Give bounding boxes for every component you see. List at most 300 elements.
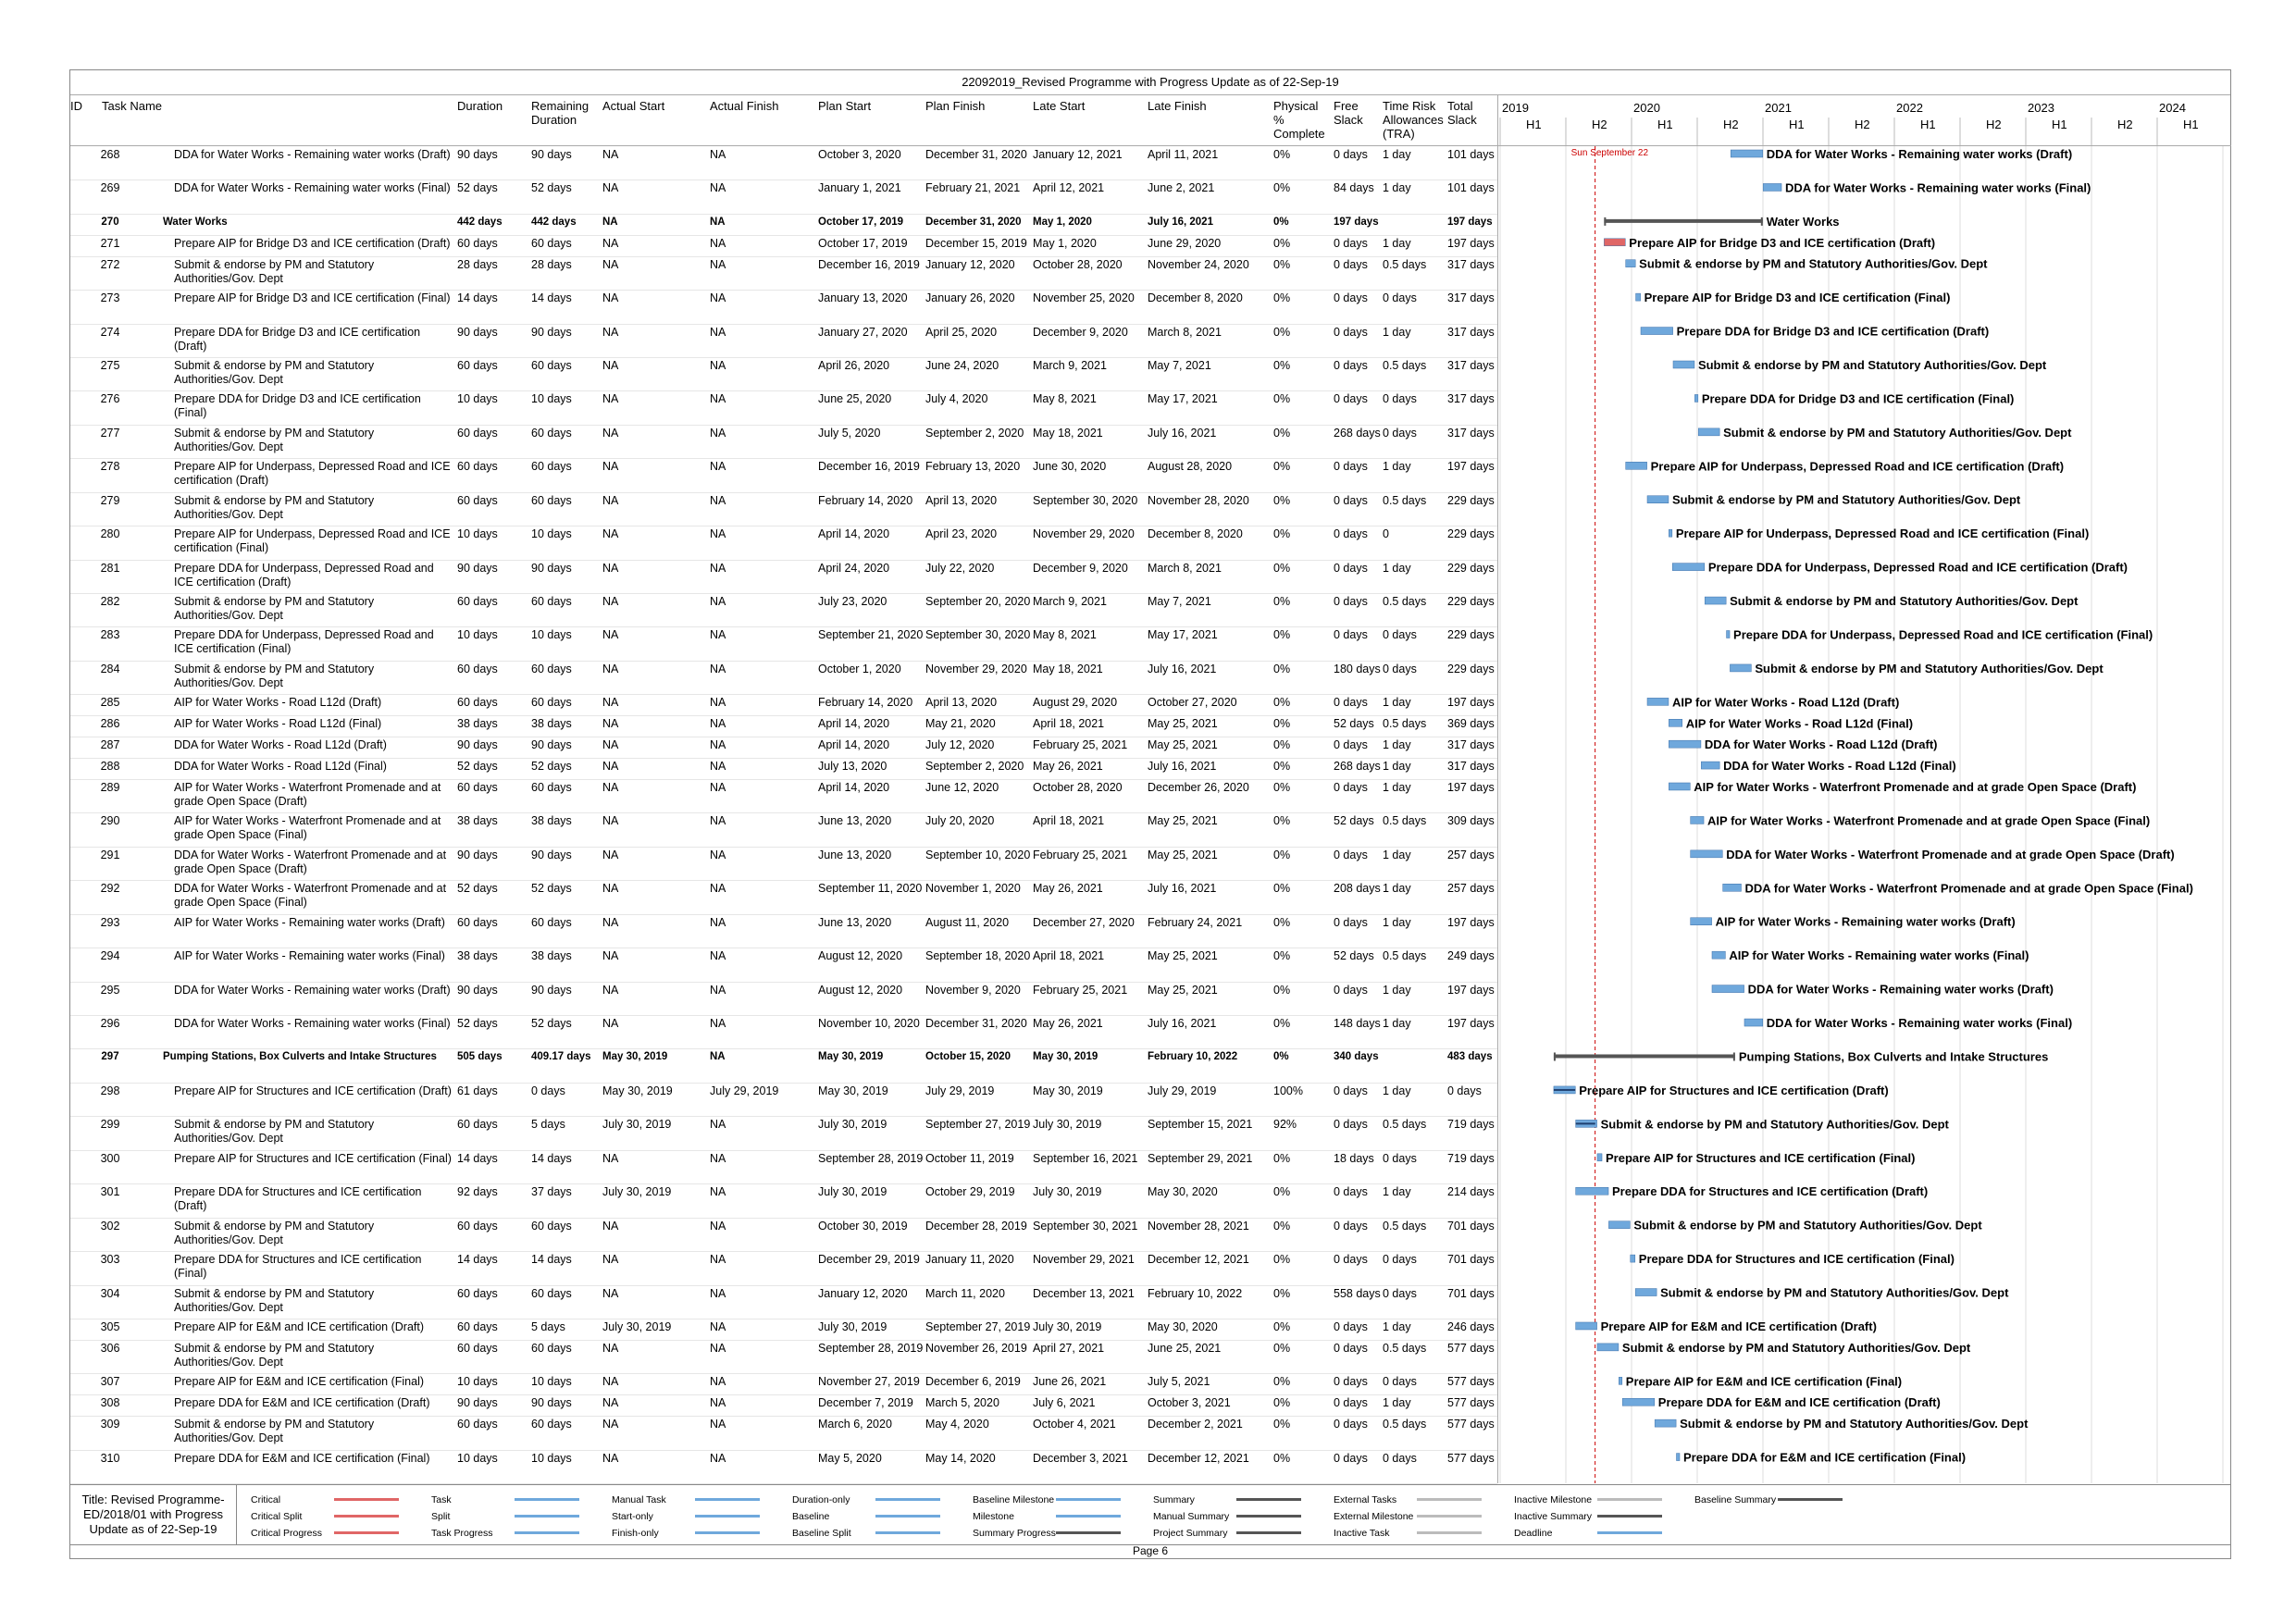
task-bar[interactable] [1626, 260, 1635, 267]
cell-complete: 0% [1273, 1319, 1291, 1333]
cell-free-slack: 0 days [1334, 1341, 1368, 1355]
cell-actual-start: NA [602, 848, 619, 861]
col-task-name-header[interactable]: Task Name [102, 99, 163, 113]
table-row[interactable] [70, 146, 1497, 180]
table-row[interactable] [70, 1251, 1497, 1285]
cell-plan-finish: July 12, 2020 [925, 738, 995, 752]
cell-late-start: September 30, 2020 [1033, 493, 1138, 507]
task-bar[interactable] [1691, 918, 1712, 925]
task-bar[interactable] [1672, 564, 1705, 571]
cell-task-name: DDA for Water Works - Waterfront Promenade and at grade Open Space (Final) [174, 882, 447, 910]
cell-plan-start: December 16, 2019 [818, 460, 920, 474]
cell-actual-finish: NA [710, 915, 726, 929]
cell-free-slack: 180 days [1334, 662, 1381, 675]
task-bar-label: AIP for Water Works - Road L12d (Draft) [1671, 695, 1900, 710]
cell-complete: 0% [1273, 216, 1289, 228]
cell-tra: 1 day [1383, 1017, 1411, 1031]
col-free-slack-header[interactable]: Free Slack [1334, 99, 1363, 127]
cell-tra: 0 days [1383, 1451, 1417, 1465]
task-bar[interactable] [1673, 361, 1694, 368]
cell-late-start: October 28, 2020 [1033, 780, 1123, 794]
task-bar[interactable] [1669, 719, 1682, 726]
cell-remaining: 60 days [531, 493, 572, 507]
cell-tra: 0 days [1383, 291, 1417, 305]
table-row[interactable] [70, 324, 1497, 358]
cell-total-slack: 317 days [1447, 738, 1495, 752]
table-row[interactable] [70, 235, 1497, 257]
gantt-bars [1498, 146, 2231, 1483]
legend-item: External Milestone [1334, 1511, 1414, 1522]
year-label: 2022 [1896, 101, 1923, 115]
cell-plan-finish: April 23, 2020 [925, 527, 998, 541]
task-bar[interactable] [1744, 1019, 1763, 1026]
task-bar[interactable] [1730, 664, 1751, 672]
cell-tra: 1 day [1383, 1084, 1411, 1097]
cell-duration: 60 days [457, 1341, 498, 1355]
cell-late-finish: June 25, 2021 [1148, 1341, 1222, 1355]
col-actual-finish-header[interactable]: Actual Finish [710, 99, 779, 113]
cell-late-finish: May 25, 2021 [1148, 814, 1218, 828]
cell-plan-start: September 21, 2020 [818, 628, 924, 642]
table-row[interactable] [70, 425, 1497, 459]
cell-actual-finish: NA [710, 1185, 726, 1199]
year-label: 2019 [1502, 101, 1529, 115]
table-row[interactable] [70, 847, 1497, 881]
task-bar-label: DDA for Water Works - Remaining water works (Final) [1785, 180, 2091, 195]
year-label: 2023 [2028, 101, 2054, 115]
legend-swatch [695, 1531, 760, 1534]
legend-item: Summary Progress [973, 1528, 1056, 1539]
task-bar[interactable] [1647, 496, 1669, 503]
cell-free-slack: 0 days [1334, 915, 1368, 929]
cell-actual-start: NA [602, 561, 619, 575]
table-row[interactable] [70, 661, 1497, 695]
task-bar[interactable] [1698, 428, 1719, 436]
cell-late-start: November 29, 2020 [1033, 527, 1135, 541]
cell-task-name: Submit & endorse by PM and Statutory Authorities/Gov. Dept [174, 1418, 375, 1445]
task-bar[interactable] [1727, 630, 1730, 638]
table-row[interactable] [70, 214, 1497, 236]
task-bar[interactable] [1576, 1322, 1597, 1330]
table-row[interactable] [70, 1340, 1497, 1374]
cell-actual-start: NA [602, 1286, 619, 1300]
cell-remaining: 60 days [531, 780, 572, 794]
legend-item: Baseline Split [792, 1528, 851, 1539]
cell-actual-start: May 30, 2019 [602, 1051, 668, 1063]
task-bar[interactable] [1619, 1377, 1621, 1384]
cell-duration: 90 days [457, 848, 498, 861]
cell-late-start: September 16, 2021 [1033, 1151, 1138, 1165]
cell-remaining: 90 days [531, 983, 572, 997]
cell-tra: 1 day [1383, 148, 1411, 161]
col-remaining-header[interactable]: Remaining Duration [531, 99, 590, 127]
table-row[interactable] [70, 1183, 1497, 1218]
table-row[interactable] [70, 458, 1497, 492]
half-label: H2 [1855, 118, 1870, 131]
table-row[interactable] [70, 1285, 1497, 1319]
cell-plan-start: February 14, 2020 [818, 696, 913, 710]
table-row[interactable] [70, 256, 1497, 291]
cell-actual-start: NA [602, 493, 619, 507]
cell-tra: 0 days [1383, 392, 1417, 406]
cell-actual-finish: NA [710, 983, 726, 997]
legend-swatch [695, 1515, 760, 1518]
year-label: 2020 [1633, 101, 1660, 115]
cell-late-start: May 8, 2021 [1033, 628, 1097, 642]
table-row[interactable] [70, 180, 1497, 214]
cell-tra: 0 days [1383, 1253, 1417, 1267]
cell-duration: 60 days [457, 1418, 498, 1431]
table-row[interactable] [70, 593, 1497, 627]
cell-complete: 0% [1273, 493, 1291, 507]
task-bar[interactable] [1723, 884, 1742, 891]
task-bar[interactable] [1669, 529, 1671, 537]
table-row[interactable] [70, 1218, 1497, 1252]
cell-plan-start: July 5, 2020 [818, 426, 881, 440]
cell-tra: 1 day [1383, 181, 1411, 195]
cell-tra: 0 days [1383, 662, 1417, 675]
cell-task-name: Water Works [163, 216, 228, 228]
timescale [1498, 95, 2231, 145]
cell-late-finish: July 5, 2021 [1148, 1375, 1210, 1389]
col-complete-header[interactable]: Physical % Complete [1273, 99, 1325, 141]
legend-swatch [334, 1531, 399, 1534]
cell-actual-finish: NA [710, 760, 726, 774]
table-row[interactable] [70, 880, 1497, 914]
cell-plan-finish: October 15, 2020 [925, 1051, 1011, 1063]
cell-late-start: April 18, 2021 [1033, 717, 1105, 731]
col-plan-finish-header[interactable]: Plan Finish [925, 99, 986, 113]
cell-duration: 38 days [457, 949, 498, 963]
cell-duration: 10 days [457, 628, 498, 642]
table-row[interactable] [70, 812, 1497, 847]
cell-actual-finish: NA [710, 628, 726, 642]
cell-remaining: 38 days [531, 814, 572, 828]
table-row[interactable] [70, 737, 1497, 759]
table-row[interactable] [70, 1083, 1497, 1117]
legend-swatch [1417, 1531, 1482, 1534]
table-row[interactable] [70, 914, 1497, 948]
cell-late-finish: May 30, 2020 [1148, 1185, 1218, 1199]
legend-item: Project Summary [1153, 1528, 1228, 1539]
cell-duration: 60 days [457, 1118, 498, 1132]
cell-complete: 100% [1273, 1084, 1303, 1097]
gantt-page [69, 69, 2231, 1559]
task-bar[interactable] [1691, 816, 1704, 824]
col-actual-start-header[interactable]: Actual Start [602, 99, 665, 113]
task-bar[interactable] [1608, 1221, 1630, 1229]
task-bar[interactable] [1604, 239, 1625, 246]
summary-bar-start [1554, 1052, 1556, 1060]
cell-remaining: 10 days [531, 1451, 572, 1465]
col-late-finish-header[interactable]: Late Finish [1148, 99, 1207, 113]
cell-complete: 0% [1273, 814, 1291, 828]
task-bar[interactable] [1626, 462, 1647, 469]
col-id-header[interactable]: ID [70, 99, 82, 113]
table-row[interactable] [70, 779, 1497, 813]
cell-free-slack: 0 days [1334, 1084, 1368, 1097]
cell-remaining: 10 days [531, 527, 572, 541]
cell-late-finish: August 28, 2020 [1148, 460, 1233, 474]
cell-id: 276 [100, 392, 120, 406]
task-bar[interactable] [1597, 1344, 1619, 1351]
legend-swatch [334, 1498, 399, 1501]
cell-complete: 0% [1273, 1451, 1291, 1465]
cell-actual-finish: NA [710, 181, 726, 195]
table-row[interactable] [70, 694, 1497, 716]
cell-total-slack: 214 days [1447, 1185, 1495, 1199]
cell-plan-start: May 30, 2019 [818, 1051, 884, 1063]
cell-late-start: May 30, 2019 [1033, 1084, 1103, 1097]
table-row[interactable] [70, 1015, 1497, 1049]
task-bar[interactable] [1636, 293, 1641, 301]
cell-actual-start: NA [602, 882, 619, 896]
cell-task-name: Submit & endorse by PM and Statutory Authorities/Gov. Dept [174, 1118, 375, 1146]
table-row[interactable] [70, 1319, 1497, 1341]
cell-free-slack: 52 days [1334, 814, 1374, 828]
cell-free-slack: 340 days [1334, 1051, 1379, 1063]
task-bar[interactable] [1655, 1419, 1676, 1427]
legend-item: Critical Progress [251, 1528, 323, 1539]
cell-total-slack: 197 days [1447, 780, 1495, 794]
cell-duration: 90 days [457, 1396, 498, 1410]
task-bar-label: Prepare DDA for Bridge D3 and ICE certification (Draft) [1676, 324, 1990, 339]
cell-actual-start: NA [602, 1017, 619, 1031]
legend-swatch [1778, 1498, 1843, 1501]
cell-late-finish: June 29, 2020 [1148, 236, 1222, 250]
cell-complete: 0% [1273, 1051, 1289, 1063]
cell-plan-finish: September 2, 2020 [925, 760, 1024, 774]
table-row[interactable] [70, 1394, 1497, 1417]
legend-item: Manual Task [612, 1494, 666, 1505]
cell-plan-finish: April 25, 2020 [925, 325, 998, 339]
summary-bar[interactable] [1554, 1054, 1735, 1058]
legend-item: Start-only [612, 1511, 653, 1522]
cell-complete: 0% [1273, 561, 1291, 575]
cell-duration: 52 days [457, 181, 498, 195]
cell-plan-finish: December 31, 2020 [925, 216, 1022, 228]
task-bar[interactable] [1597, 1154, 1602, 1161]
cell-total-slack: 317 days [1447, 760, 1495, 774]
cell-task-name: DDA for Water Works - Remaining water works (Draft) [174, 148, 451, 161]
cell-complete: 0% [1273, 848, 1291, 861]
cell-late-finish: May 25, 2021 [1148, 848, 1218, 861]
cell-plan-finish: November 9, 2020 [925, 983, 1021, 997]
page-number: Page 6 [1132, 1544, 1169, 1557]
cell-duration: 38 days [457, 814, 498, 828]
cell-remaining: 90 days [531, 148, 572, 161]
legend-swatch [515, 1515, 579, 1518]
table-row[interactable] [70, 357, 1497, 391]
cell-remaining: 60 days [531, 595, 572, 609]
cell-late-finish: February 10, 2022 [1148, 1286, 1243, 1300]
legend-item: External Tasks [1334, 1494, 1397, 1505]
cell-complete: 0% [1273, 1151, 1291, 1165]
cell-free-slack: 0 days [1334, 780, 1368, 794]
table-row[interactable] [70, 492, 1497, 527]
cell-plan-start: July 13, 2020 [818, 760, 887, 774]
cell-late-start: October 28, 2020 [1033, 257, 1123, 271]
col-total-slack-header[interactable]: Total Slack [1447, 99, 1477, 127]
cell-tra: 0 days [1383, 1151, 1417, 1165]
cell-actual-start: NA [602, 148, 619, 161]
cell-plan-finish: September 27, 2019 [925, 1319, 1031, 1333]
half-label: H2 [1723, 118, 1739, 131]
cell-id: 309 [100, 1418, 120, 1431]
task-bar[interactable] [1576, 1187, 1608, 1195]
cell-remaining: 90 days [531, 325, 572, 339]
task-bar-label: Prepare DDA for E&M and ICE certification (Final) [1682, 1450, 1967, 1465]
cell-duration: 60 days [457, 236, 498, 250]
cell-complete: 92% [1273, 1118, 1297, 1132]
cell-id: 280 [100, 527, 120, 541]
legend-swatch [1417, 1515, 1482, 1518]
cell-task-name: Prepare DDA for E&M and ICE certification (Final) [174, 1451, 430, 1465]
cell-complete: 0% [1273, 915, 1291, 929]
table-row[interactable] [70, 626, 1497, 661]
cell-tra: 1 day [1383, 760, 1411, 774]
task-bar[interactable] [1635, 1289, 1657, 1296]
cell-late-finish: November 28, 2020 [1148, 493, 1249, 507]
task-bar[interactable] [1676, 1454, 1679, 1461]
cell-complete: 0% [1273, 1341, 1291, 1355]
task-bar[interactable] [1669, 740, 1701, 748]
table-row[interactable] [70, 948, 1497, 982]
cell-late-start: December 3, 2021 [1033, 1451, 1128, 1465]
cell-duration: 14 days [457, 1253, 498, 1267]
cell-duration: 60 days [457, 358, 498, 372]
col-tra-header[interactable]: Time Risk Allowances (TRA) [1383, 99, 1444, 141]
task-bar[interactable] [1691, 850, 1723, 858]
cell-complete: 0% [1273, 392, 1291, 406]
cell-id: 293 [100, 915, 120, 929]
cell-plan-finish: January 12, 2020 [925, 257, 1015, 271]
table-row[interactable] [70, 1373, 1497, 1395]
table-row[interactable] [70, 290, 1497, 324]
table-row[interactable] [70, 526, 1497, 560]
col-plan-start-header[interactable]: Plan Start [818, 99, 872, 113]
task-bar-label: Submit & endorse by PM and Statutory Authorities/Gov. Dept [1633, 1218, 1982, 1233]
cell-total-slack: 197 days [1447, 236, 1495, 250]
table-row[interactable] [70, 1416, 1497, 1450]
cell-plan-finish: May 4, 2020 [925, 1418, 989, 1431]
cell-free-slack: 0 days [1334, 527, 1368, 541]
task-bar[interactable] [1641, 328, 1673, 335]
cell-actual-finish: NA [710, 1451, 726, 1465]
task-bar[interactable] [1701, 762, 1719, 769]
cell-actual-start: NA [602, 662, 619, 675]
task-bar[interactable] [1647, 698, 1669, 705]
cell-total-slack: 317 days [1447, 257, 1495, 271]
table-row[interactable] [70, 1116, 1497, 1150]
task-bar[interactable] [1622, 1398, 1655, 1406]
cell-plan-start: April 14, 2020 [818, 738, 890, 752]
cell-late-start: April 27, 2021 [1033, 1341, 1105, 1355]
task-bar[interactable] [1712, 985, 1744, 993]
task-bar-label: DDA for Water Works - Waterfront Promenade and at grade Open Space (Final) [1744, 881, 2193, 896]
cell-remaining: 60 days [531, 696, 572, 710]
table-row[interactable] [70, 560, 1497, 594]
cell-tra: 0.5 days [1383, 949, 1427, 963]
cell-remaining: 60 days [531, 358, 572, 372]
cell-late-start: February 25, 2021 [1033, 848, 1128, 861]
cell-free-slack: 52 days [1334, 717, 1374, 731]
cell-late-start: August 29, 2020 [1033, 696, 1118, 710]
task-bar[interactable] [1631, 1255, 1635, 1262]
cell-remaining: 442 days [531, 216, 577, 228]
cell-duration: 90 days [457, 325, 498, 339]
cell-id: 294 [100, 949, 120, 963]
cell-plan-start: July 30, 2019 [818, 1319, 887, 1333]
cell-duration: 505 days [457, 1051, 503, 1063]
cell-task-name: Submit & endorse by PM and Statutory Authorities/Gov. Dept [174, 257, 375, 285]
status-date-label: Sun September 22 [1570, 148, 1649, 158]
cell-id: 268 [100, 148, 120, 161]
table-row[interactable] [70, 715, 1497, 737]
cell-actual-start: NA [602, 949, 619, 963]
cell-remaining: 60 days [531, 426, 572, 440]
task-bar[interactable] [1669, 783, 1690, 790]
legend-swatch [1056, 1515, 1121, 1518]
cell-duration: 10 days [457, 392, 498, 406]
task-bar[interactable] [1712, 951, 1725, 959]
table-row[interactable] [70, 982, 1497, 1016]
cell-actual-start: NA [602, 1151, 619, 1165]
cell-plan-start: October 30, 2019 [818, 1219, 908, 1233]
cell-total-slack: 317 days [1447, 291, 1495, 305]
table-row[interactable] [70, 390, 1497, 425]
cell-plan-finish: December 6, 2019 [925, 1375, 1021, 1389]
cell-late-finish: May 25, 2021 [1148, 738, 1218, 752]
cell-free-slack: 84 days [1334, 181, 1374, 195]
legend-swatch [1236, 1531, 1301, 1534]
table-row[interactable] [70, 1048, 1497, 1083]
task-bar[interactable] [1763, 183, 1781, 191]
cell-late-start: November 29, 2021 [1033, 1253, 1135, 1267]
cell-task-name: Prepare DDA for Structures and ICE certification (Draft) [174, 1185, 422, 1213]
cell-id: 277 [100, 426, 120, 440]
cell-actual-finish: NA [710, 1118, 726, 1132]
legend-swatch [1056, 1531, 1121, 1534]
cell-task-name: DDA for Water Works - Remaining water works (Draft) [174, 983, 451, 997]
table-row[interactable] [70, 1450, 1497, 1484]
col-late-start-header[interactable]: Late Start [1033, 99, 1086, 113]
task-bar[interactable] [1731, 150, 1763, 157]
cell-id: 297 [101, 1051, 119, 1063]
year-label: 2021 [1765, 101, 1792, 115]
cell-actual-finish: NA [710, 1219, 726, 1233]
cell-late-start: October 4, 2021 [1033, 1418, 1116, 1431]
cell-complete: 0% [1273, 760, 1291, 774]
table-row[interactable] [70, 758, 1497, 780]
cell-total-slack: 229 days [1447, 561, 1495, 575]
table-row[interactable] [70, 1150, 1497, 1184]
cell-actual-finish: NA [710, 1151, 726, 1165]
cell-complete: 0% [1273, 257, 1291, 271]
summary-bar[interactable] [1604, 219, 1762, 223]
task-bar-label: Submit & endorse by PM and Statutory Authorities/Gov. Dept [1621, 1340, 1971, 1355]
cell-complete: 0% [1273, 628, 1291, 642]
cell-remaining: 28 days [531, 257, 572, 271]
task-bar[interactable] [1705, 597, 1726, 604]
cell-late-finish: December 26, 2020 [1148, 780, 1249, 794]
cell-late-start: December 9, 2020 [1033, 561, 1128, 575]
cell-free-slack: 0 days [1334, 392, 1368, 406]
col-duration-header[interactable]: Duration [457, 99, 503, 113]
task-bar[interactable] [1694, 394, 1697, 402]
cell-complete: 0% [1273, 1017, 1291, 1031]
half-label: H2 [1592, 118, 1607, 131]
